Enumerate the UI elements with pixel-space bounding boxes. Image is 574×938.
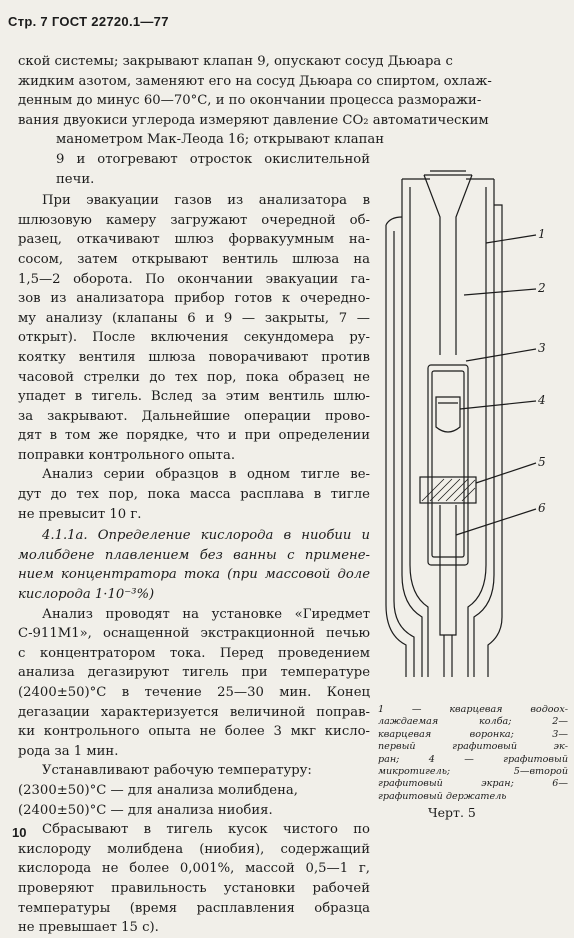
- text-line: Анализ проводят на установке «Гиредмет: [42, 606, 370, 622]
- label-1: 1: [538, 227, 546, 241]
- figure-title: Черт. 5: [428, 805, 476, 820]
- text-line: коятку вентиля шлюза поворачивают против: [18, 349, 370, 365]
- text-line: нием концентратора тока (при массовой доле: [18, 567, 370, 583]
- section-heading: [18, 526, 370, 604]
- caption-line: 1 — кварцевая водоох-: [378, 704, 568, 715]
- paragraph-1: [18, 52, 492, 189]
- text-line: ки контрольного опыта не более 3 мкг кисло-: [18, 724, 370, 740]
- outer-wall-right: [474, 179, 494, 677]
- text-line: (2400±50)°С — для анализа ниобия.: [18, 802, 273, 818]
- text-line: кислороду молибдена (ниобия), содержащий: [18, 841, 370, 857]
- caption-line: ран; 4 — графитовый: [378, 753, 568, 765]
- caption-line: графитовый держатель: [378, 790, 507, 802]
- text-line: вания двуокиси углерода измеряют давление CO₂ автоматическим: [18, 112, 489, 128]
- text-line: молибдене плавлением без ванны с примене-: [18, 547, 370, 563]
- caption-line: микротигель; 5—второй: [378, 766, 568, 778]
- text-line: Анализ серии образцов в одном тигле ве-: [42, 467, 370, 483]
- text-line: дегазации характеризуется величиной поправ-: [18, 704, 370, 720]
- text-line: му анализу (клапаны 6 и 9 — закрыты, 7 —: [18, 310, 370, 326]
- page-header: Стр. 7 ГОСТ 22720.1—77: [8, 14, 169, 29]
- text-line: денным до минус 60—70°С, и по окончании процесса разморажи-: [18, 93, 482, 109]
- outer-wall-left: [402, 179, 422, 677]
- text-line: зов из анализатора прибор готов к очередно-: [18, 291, 370, 307]
- text-line: не превысит 10 г.: [18, 506, 142, 522]
- figure-caption: [378, 704, 568, 803]
- text-line: При эвакуации газов из анализатора в: [42, 193, 370, 209]
- text-line: разец, откачивают шлюз форвакуумным на-: [18, 232, 370, 248]
- text-line: открыт). После включения секундомера ру-: [18, 330, 370, 346]
- label-5: 5: [538, 455, 546, 469]
- text-line: печи.: [56, 171, 95, 187]
- label-6: 6: [538, 501, 546, 515]
- text-line: кислорода не более 0,001%, массой 0,5—1 г,: [18, 861, 370, 877]
- microcrucible: [436, 397, 460, 432]
- text-line: сосом, затем открывают вентиль шлюза на: [18, 251, 370, 267]
- text-line: анализа дегазируют тигель при температуре: [18, 665, 370, 681]
- caption-line: графитовый экран; 6—: [378, 778, 568, 790]
- paragraph-5: [18, 761, 370, 820]
- graphite-holder: [440, 505, 456, 635]
- paragraph-2: [18, 191, 370, 465]
- text-line: с концентратором тока. Перед проведением: [18, 645, 370, 661]
- text-line: дят в том же порядке, что и при определении: [18, 428, 370, 444]
- text-line: упадет в тигель. Вслед за этим вентиль шлю-: [18, 389, 370, 405]
- text-line: манометром Мак-Леода 16; открывают клапан: [56, 132, 385, 148]
- text-line: (2400±50)°С в течение 25—30 мин. Конец: [18, 685, 370, 700]
- paragraph-6: [18, 820, 370, 938]
- funnel-right: [456, 175, 472, 355]
- furnace-diagram: [378, 165, 558, 685]
- caption-line: первый графитовый эк-: [378, 741, 568, 753]
- text-line: С-911М1», оснащенной экстракционной печью: [18, 626, 370, 642]
- text-line: 4.1.1а. Определение кислорода в ниобии и: [42, 528, 370, 544]
- label-3: 3: [538, 341, 546, 355]
- caption-line: лаждаемая колба; 2—: [378, 716, 568, 728]
- text-line: (2300±50)°С — для анализа молибдена,: [18, 782, 298, 798]
- text-line: дут до тех пор, пока масса расплава в тигле: [18, 487, 370, 503]
- text-line: ской системы; закрывают клапан 9, опускают сосуд Дьюара с: [18, 54, 453, 69]
- page-number: 10: [12, 825, 27, 840]
- text-line: проверяют правильность установки рабочей: [18, 880, 370, 896]
- text-line: рода за 1 мин.: [18, 743, 119, 759]
- graphite-screen-1: [428, 365, 468, 565]
- text-line: Сбрасывают в тигель кусок чистого по: [42, 822, 370, 838]
- paragraph-4: [18, 605, 370, 762]
- text-line: поправки контрольного опыта.: [18, 447, 236, 463]
- text-line: жидким азотом, заменяют его на сосуд Дьюара со спиртом, охлаж-: [18, 73, 492, 89]
- funnel-left: [424, 175, 440, 355]
- text-line: часовой стрелки до тех пор, пока образец не: [18, 369, 370, 385]
- label-2: 2: [538, 281, 546, 295]
- text-line: кислорода 1·10⁻³%): [18, 587, 155, 603]
- text-line: 1,5—2 оборота. По окончании эвакуации га-: [18, 271, 370, 287]
- text-line: шлюзовую камеру загружают очередной об-: [18, 212, 370, 228]
- paragraph-3: [18, 465, 370, 524]
- text-line: Устанавливают рабочую температуру:: [42, 763, 312, 779]
- text-line: за закрывают. Дальнейшие операции прово-: [18, 408, 370, 424]
- text-line: 9 и отогревают отросток окислительной: [56, 151, 370, 167]
- text-line: не превышает 15 с).: [18, 920, 159, 936]
- text-line: температуры (время расплавления образца: [18, 900, 370, 916]
- label-4: 4: [538, 393, 546, 407]
- caption-line: кварцевая воронка; 3—: [378, 728, 568, 740]
